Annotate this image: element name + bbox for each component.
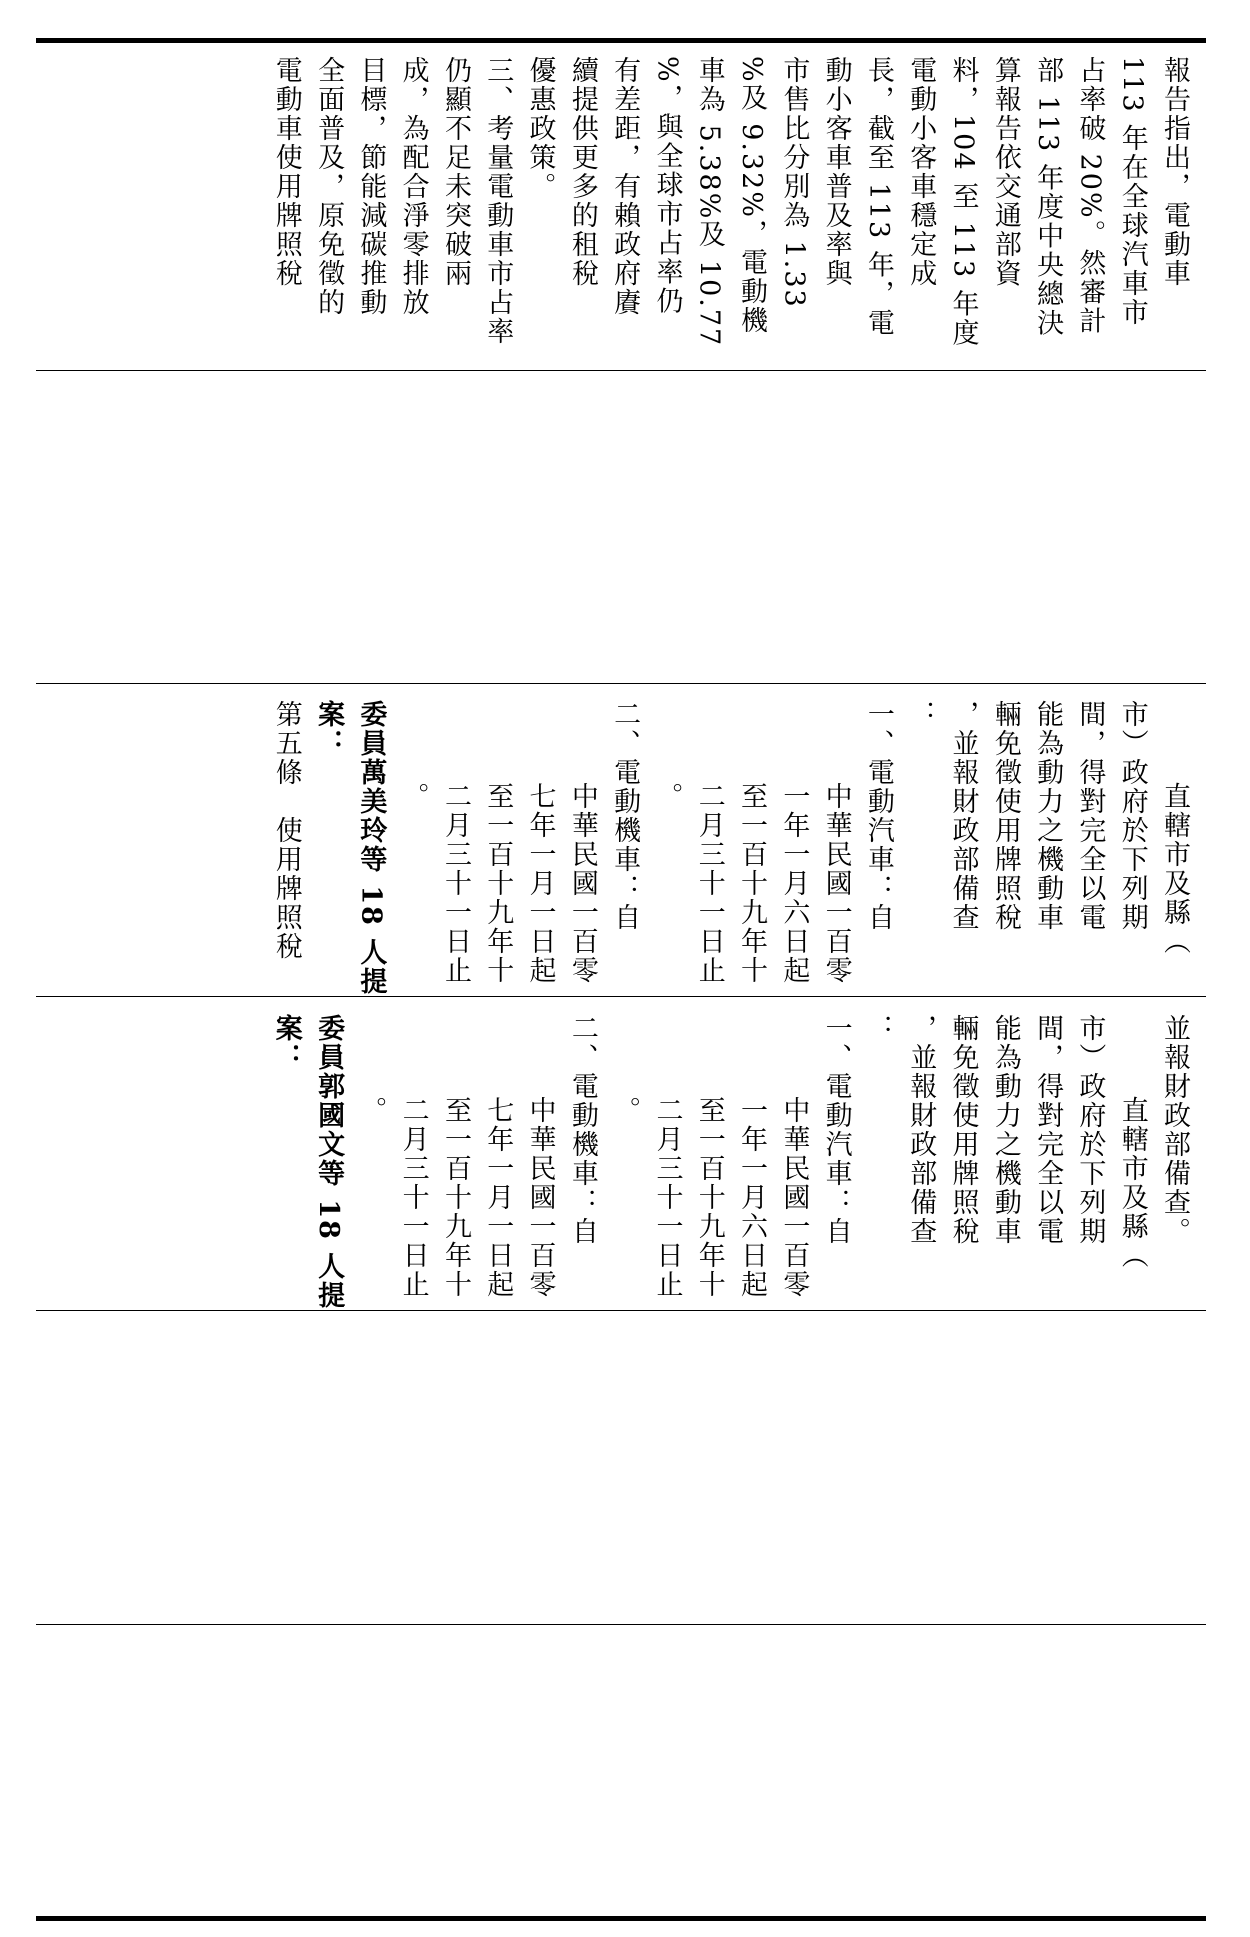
- text-column: 一年一月六日起: [736, 1096, 768, 1299]
- proposer-heading: 委員郭國文等 18 人提: [313, 1014, 345, 1311]
- text-column: 中華民國一百零: [778, 1096, 810, 1299]
- text-column: 續提供更多的租稅: [566, 56, 598, 288]
- text-column: 至一百十九年十: [693, 1096, 725, 1299]
- text-column: 占率破 20%。然審計: [1074, 56, 1106, 336]
- text-column: 二、電動機車：自: [609, 700, 641, 932]
- text-column: 中華民國一百零: [524, 1096, 556, 1299]
- text-column: 並報財政部備查。: [1159, 1014, 1190, 1246]
- text-column: 間，得對完全以電: [1032, 1014, 1064, 1246]
- text-column: 至一百十九年十: [482, 782, 514, 985]
- top-rule: [36, 38, 1206, 43]
- empty-cell-section: [36, 1642, 1206, 1916]
- text-column: 輛免徵使用牌照稅: [947, 1014, 979, 1246]
- text-column: 二月三十一日止: [651, 1096, 683, 1299]
- text-column: 輛免徵使用牌照稅: [989, 700, 1021, 932]
- text-column: 全面普及，原免徵的: [313, 56, 345, 317]
- divider-rule-2: [36, 683, 1206, 684]
- text-column: 算報告依交通部資: [989, 56, 1021, 288]
- text-column: 能為動力之機動車: [1032, 700, 1064, 932]
- text-column: %，與全球市占率仍: [651, 56, 683, 316]
- text-column: 直轄市及縣（: [1116, 1096, 1148, 1270]
- text-column: 車為 5.38%及 10.77: [693, 56, 725, 348]
- text-column: 動小客車普及率與: [820, 56, 852, 288]
- text-column: 間，得對完全以電: [1074, 700, 1106, 932]
- text-column: 市）政府於下列期: [1116, 700, 1148, 932]
- text-column: 市售比分別為 1.33: [778, 56, 810, 309]
- divider-rule-4: [36, 1310, 1206, 1311]
- text-column: ，並報財政部備查: [905, 1014, 937, 1246]
- text-column: 七年一月一日起: [482, 1096, 514, 1299]
- proposal-kuo-section: [36, 1014, 1206, 1310]
- text-column: 二月三十一日止: [439, 782, 471, 985]
- text-column: 電動小客車穩定成: [905, 56, 937, 288]
- text-column: 。: [355, 1096, 387, 1125]
- proposal-wan-section: [36, 700, 1206, 996]
- text-column: 。: [397, 782, 429, 811]
- text-column: 目標，節能減碳推動: [355, 56, 387, 317]
- text-column: 中華民國一百零: [820, 782, 852, 985]
- bottom-rule: [36, 1916, 1206, 1921]
- text-column: 有差距，有賴政府賡: [609, 56, 641, 317]
- text-column: 二月三十一日止: [397, 1096, 429, 1299]
- explanation-section: [36, 56, 1206, 370]
- text-column: 113 年在全球汽車市: [1116, 56, 1148, 328]
- divider-rule-3: [36, 996, 1206, 997]
- text-column: 二月三十一日止: [693, 782, 725, 985]
- text-column: 。: [651, 782, 683, 811]
- text-column: 市）政府於下列期: [1074, 1014, 1106, 1246]
- proposer-heading-cont: 案：: [270, 1014, 302, 1072]
- proposer-heading: 委員萬美玲等 18 人提: [355, 700, 387, 997]
- divider-rule-1: [36, 370, 1206, 371]
- empty-cell-section: [36, 388, 1206, 683]
- empty-cell-section: [36, 1328, 1206, 1624]
- text-column: 七年一月一日起: [524, 782, 556, 985]
- article-heading: 第五條 使用牌照稅: [270, 700, 302, 961]
- text-column: ，並報財政部備查: [947, 700, 979, 932]
- text-column: 成，為配合淨零排放: [397, 56, 429, 317]
- text-column: 至一百十九年十: [736, 782, 768, 985]
- text-column: 電動車使用牌照稅: [270, 56, 302, 288]
- text-column: 三、考量電動車市占率: [482, 56, 514, 346]
- text-column: 能為動力之機動車: [989, 1014, 1021, 1246]
- text-column: 一、電動汽車：自: [862, 700, 894, 932]
- text-column: ：: [862, 1014, 894, 1043]
- text-column: 部 113 年度中央總決: [1032, 56, 1064, 338]
- divider-rule-5: [36, 1624, 1206, 1625]
- text-column: 長，截至 113 年，電: [862, 56, 894, 338]
- text-column: 報告指出，電動車: [1159, 56, 1190, 288]
- text-column: 一年一月六日起: [778, 782, 810, 985]
- text-column: ：: [905, 700, 937, 729]
- text-column: 仍顯不足未突破兩: [439, 56, 471, 288]
- text-column: 。: [609, 1096, 641, 1125]
- text-column: 料，104 至 113 年度: [947, 56, 979, 348]
- text-column: 二、電動機車：自: [566, 1014, 598, 1246]
- proposer-heading-cont: 案：: [313, 700, 345, 758]
- text-column: 優惠政策。: [524, 56, 556, 201]
- text-column: 中華民國一百零: [566, 782, 598, 985]
- text-column: 至一百十九年十: [439, 1096, 471, 1299]
- text-column: 一、電動汽車：自: [820, 1014, 852, 1246]
- text-column: %及 9.32%，電動機: [736, 56, 768, 336]
- text-column: 直轄市及縣（: [1159, 782, 1190, 956]
